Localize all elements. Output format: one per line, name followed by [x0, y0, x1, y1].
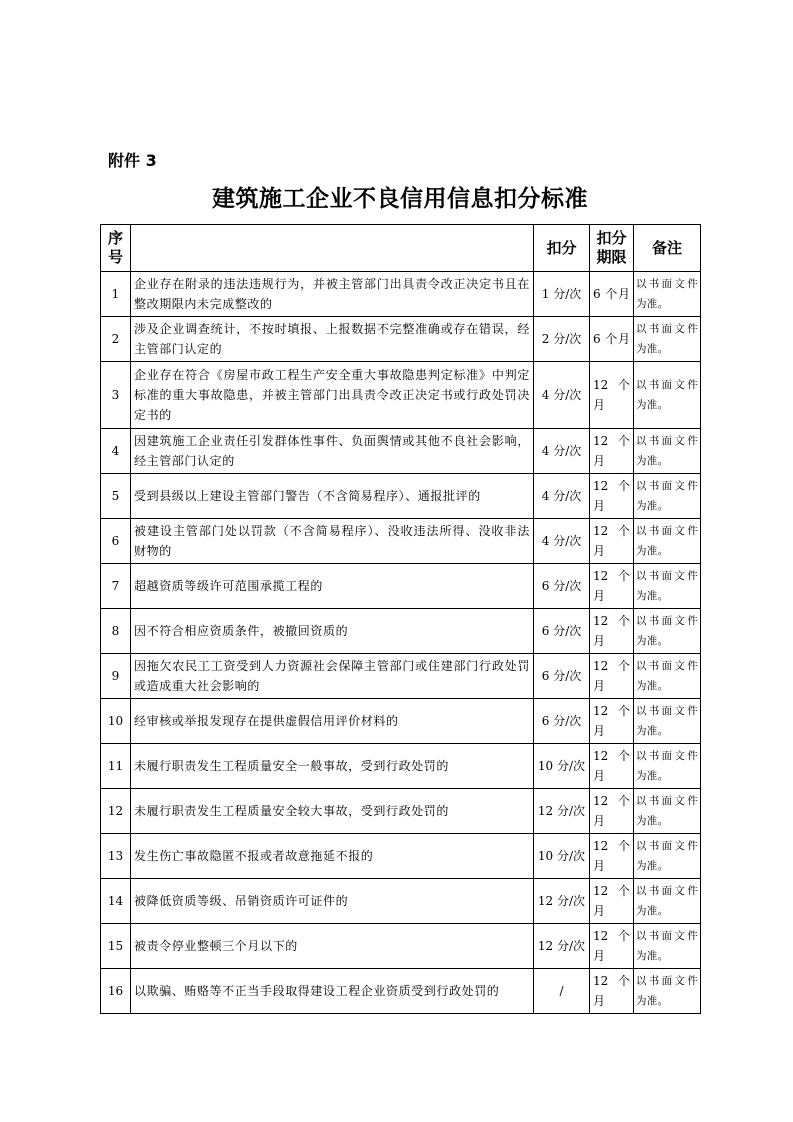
table-row	[101, 924, 701, 969]
row-score: 12 分/次	[534, 789, 590, 834]
row-period: 12 个月	[590, 879, 634, 924]
row-index: 7	[101, 564, 131, 609]
table-header-row	[101, 225, 701, 272]
row-index: 11	[101, 744, 131, 789]
row-note: 以书面文件为准。	[634, 744, 701, 789]
row-score: 6 分/次	[534, 564, 590, 609]
table-row	[101, 969, 701, 1014]
header-note: 备注	[634, 225, 701, 272]
row-description: 超越资质等级许可范围承揽工程的	[131, 564, 534, 609]
row-index: 14	[101, 879, 131, 924]
row-index: 16	[101, 969, 131, 1014]
row-note: 以书面文件为准。	[634, 564, 701, 609]
row-note: 以书面文件为准。	[634, 609, 701, 654]
row-description: 企业存在附录的违法违规行为，并被主管部门出具责令改正决定书且在整改期限内未完成整改的	[131, 272, 534, 317]
row-score: 1 分/次	[534, 272, 590, 317]
row-score: 6 分/次	[534, 699, 590, 744]
table-row	[101, 789, 701, 834]
row-note: 以书面文件为准。	[634, 519, 701, 564]
row-description: 被降低资质等级、吊销资质许可证件的	[131, 879, 534, 924]
row-note: 以书面文件为准。	[634, 272, 701, 317]
row-period: 12 个月	[590, 609, 634, 654]
deduction-standard-table	[100, 224, 701, 1014]
row-score: 10 分/次	[534, 834, 590, 879]
row-description: 因建筑施工企业责任引发群体性事件、负面舆情或其他不良社会影响，经主管部门认定的	[131, 429, 534, 474]
row-description: 被责令停业整顿三个月以下的	[131, 924, 534, 969]
row-note: 以书面文件为准。	[634, 834, 701, 879]
table-row	[101, 474, 701, 519]
row-score: 6 分/次	[534, 609, 590, 654]
header-description	[131, 225, 534, 272]
row-index: 1	[101, 272, 131, 317]
row-description: 以欺骗、贿赂等不正当手段取得建设工程企业资质受到行政处罚的	[131, 969, 534, 1014]
row-index: 13	[101, 834, 131, 879]
table-row	[101, 429, 701, 474]
row-description: 受到县级以上建设主管部门警告（不含简易程序）、通报批评的	[131, 474, 534, 519]
table-row	[101, 654, 701, 699]
table-row	[101, 744, 701, 789]
row-period: 12 个月	[590, 429, 634, 474]
row-description: 涉及企业调查统计，不按时填报、上报数据不完整准确或存在错误，经主管部门认定的	[131, 317, 534, 362]
row-period: 12 个月	[590, 744, 634, 789]
row-period: 12 个月	[590, 519, 634, 564]
row-score: 4 分/次	[534, 362, 590, 429]
row-period: 12 个月	[590, 699, 634, 744]
row-description: 发生伤亡事故隐匿不报或者故意拖延不报的	[131, 834, 534, 879]
table-row	[101, 272, 701, 317]
row-note: 以书面文件为准。	[634, 429, 701, 474]
row-index: 5	[101, 474, 131, 519]
row-period: 12 个月	[590, 654, 634, 699]
row-score: /	[534, 969, 590, 1014]
header-period: 扣分期限	[590, 225, 634, 272]
row-note: 以书面文件为准。	[634, 879, 701, 924]
row-description: 被建设主管部门处以罚款（不含简易程序）、没收违法所得、没收非法财物的	[131, 519, 534, 564]
row-note: 以书面文件为准。	[634, 789, 701, 834]
header-score: 扣分	[534, 225, 590, 272]
row-note: 以书面文件为准。	[634, 317, 701, 362]
table-row	[101, 879, 701, 924]
row-note: 以书面文件为准。	[634, 699, 701, 744]
row-index: 15	[101, 924, 131, 969]
row-score: 6 分/次	[534, 654, 590, 699]
row-score: 4 分/次	[534, 519, 590, 564]
table-row	[101, 564, 701, 609]
table-row	[101, 834, 701, 879]
document-title: 建筑施工企业不良信用信息扣分标准	[212, 186, 588, 212]
row-note: 以书面文件为准。	[634, 969, 701, 1014]
row-description: 未履行职责发生工程质量安全较大事故，受到行政处罚的	[131, 789, 534, 834]
table-row	[101, 317, 701, 362]
row-period: 12 个月	[590, 789, 634, 834]
row-period: 12 个月	[590, 564, 634, 609]
row-index: 8	[101, 609, 131, 654]
row-period: 12 个月	[590, 924, 634, 969]
row-description: 因拖欠农民工工资受到人力资源社会保障主管部门或住建部门行政处罚或造成重大社会影响的	[131, 654, 534, 699]
table-row	[101, 609, 701, 654]
row-score: 2 分/次	[534, 317, 590, 362]
row-note: 以书面文件为准。	[634, 654, 701, 699]
row-period: 12 个月	[590, 474, 634, 519]
row-description: 未履行职责发生工程质量安全一般事故，受到行政处罚的	[131, 744, 534, 789]
table-row	[101, 362, 701, 429]
row-period: 12 个月	[590, 362, 634, 429]
table-row	[101, 519, 701, 564]
attachment-label: 附件 3	[108, 151, 157, 170]
row-index: 4	[101, 429, 131, 474]
row-description: 经审核或举报发现存在提供虚假信用评价材料的	[131, 699, 534, 744]
row-index: 2	[101, 317, 131, 362]
row-description: 企业存在符合《房屋市政工程生产安全重大事故隐患判定标准》中判定标准的重大事故隐患，并被主管部门出具责令改正决定书或行政处罚决定书的	[131, 362, 534, 429]
row-score: 12 分/次	[534, 879, 590, 924]
row-period: 6 个月	[590, 317, 634, 362]
row-score: 12 分/次	[534, 924, 590, 969]
row-score: 4 分/次	[534, 474, 590, 519]
row-period: 12 个月	[590, 834, 634, 879]
table-body	[101, 272, 701, 1014]
row-score: 4 分/次	[534, 429, 590, 474]
row-index: 3	[101, 362, 131, 429]
row-note: 以书面文件为准。	[634, 474, 701, 519]
header-index: 序号	[101, 225, 131, 272]
row-index: 6	[101, 519, 131, 564]
row-index: 12	[101, 789, 131, 834]
row-period: 6 个月	[590, 272, 634, 317]
row-index: 9	[101, 654, 131, 699]
row-note: 以书面文件为准。	[634, 924, 701, 969]
row-score: 10 分/次	[534, 744, 590, 789]
row-description: 因不符合相应资质条件，被撤回资质的	[131, 609, 534, 654]
row-index: 10	[101, 699, 131, 744]
table-row	[101, 699, 701, 744]
row-period: 12 个月	[590, 969, 634, 1014]
row-note: 以书面文件为准。	[634, 362, 701, 429]
